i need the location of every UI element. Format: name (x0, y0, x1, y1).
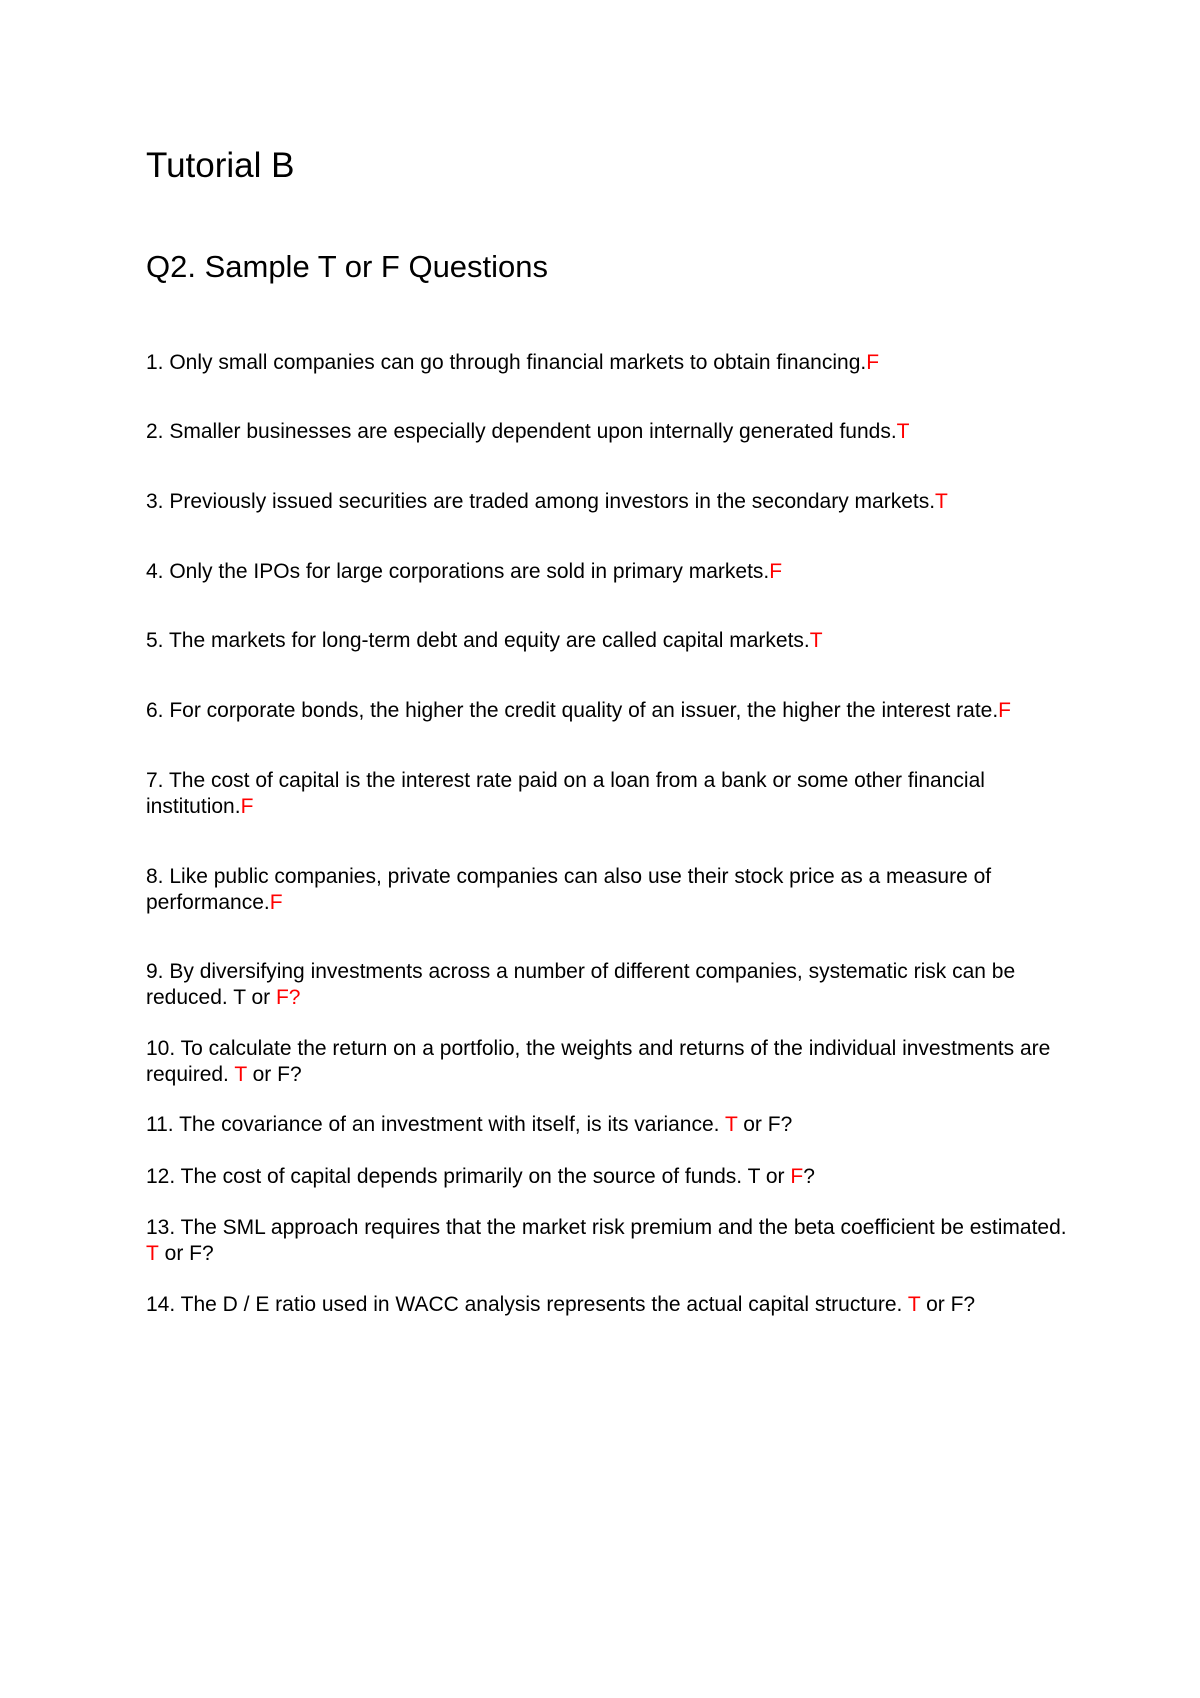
question-9 (146, 959, 1076, 1011)
question-text: 12. The cost of capital depends primarily on the source of funds. (146, 1165, 748, 1188)
question-text: 14. The D / E ratio used in WACC analysis represents the actual capital structure. (146, 1293, 908, 1316)
question-text: 9. By diversifying investments across a number of different companies, systematic risk can be reduced. (146, 960, 1016, 1009)
answer-suffix: or F? (246, 1063, 302, 1086)
answer: F (240, 795, 254, 818)
question-text: 7. The cost of capital is the interest rate paid on a loan from a bank or some other financial institution. (146, 769, 985, 818)
answer-suffix: or F? (920, 1293, 976, 1316)
question-2 (146, 419, 1076, 445)
question-12 (146, 1164, 1076, 1190)
answer-suffix: or F? (737, 1113, 793, 1136)
question-text: 1. Only small companies can go through financial markets to obtain financing. (146, 351, 867, 374)
question-text: 3. Previously issued securities are traded among investors in the secondary markets. (146, 490, 936, 513)
question-6 (146, 698, 1076, 724)
question-1 (146, 350, 1076, 376)
question-7 (146, 768, 1076, 820)
answer: T (809, 629, 823, 652)
question-4 (146, 559, 1076, 585)
answer-suffix: ? (803, 1165, 815, 1188)
answer-prefix: T or (747, 1165, 791, 1188)
answer-prefix: T or (233, 986, 276, 1009)
answer: F (269, 891, 283, 914)
question-8 (146, 864, 1076, 916)
question-text: 4. Only the IPOs for large corporations are sold in primary markets. (146, 560, 770, 583)
answer: F (790, 1165, 804, 1188)
question-10 (146, 1036, 1076, 1088)
question-text: 11. The covariance of an investment with itself, is its variance. (146, 1113, 725, 1136)
answer: T (146, 1242, 159, 1265)
page-title: Tutorial B (146, 146, 295, 185)
question-5 (146, 628, 1076, 654)
answer: T (896, 420, 910, 443)
question-13 (146, 1215, 1076, 1267)
question-text: 10. To calculate the return on a portfolio, the weights and returns of the individual investments are required. (146, 1037, 1051, 1086)
answer: F (769, 560, 783, 583)
question-text: 2. Smaller businesses are especially dependent upon internally generated funds. (146, 420, 897, 443)
section-heading: Q2. Sample T or F Questions (146, 249, 549, 284)
question-text: 13. The SML approach requires that the market risk premium and the beta coefficient be estimated. (146, 1216, 1067, 1239)
answer: T (935, 490, 948, 513)
question-text: 6. For corporate bonds, the higher the credit quality of an issuer, the higher the interest rate. (146, 699, 999, 722)
answer: T (234, 1063, 247, 1086)
question-text: 5. The markets for long-term debt and equity are called capital markets. (146, 629, 810, 652)
question-text: 8. Like public companies, private companies can also use their stock price as a measure of performance. (146, 865, 992, 914)
answer-suffix: or F? (158, 1242, 214, 1265)
answer: F? (275, 986, 301, 1009)
answer: T (907, 1293, 921, 1316)
question-11 (146, 1112, 1076, 1138)
answer: T (724, 1113, 738, 1136)
answer: F (866, 351, 880, 374)
answer: F (998, 699, 1011, 722)
question-14 (146, 1292, 1076, 1318)
question-3 (146, 489, 1076, 515)
